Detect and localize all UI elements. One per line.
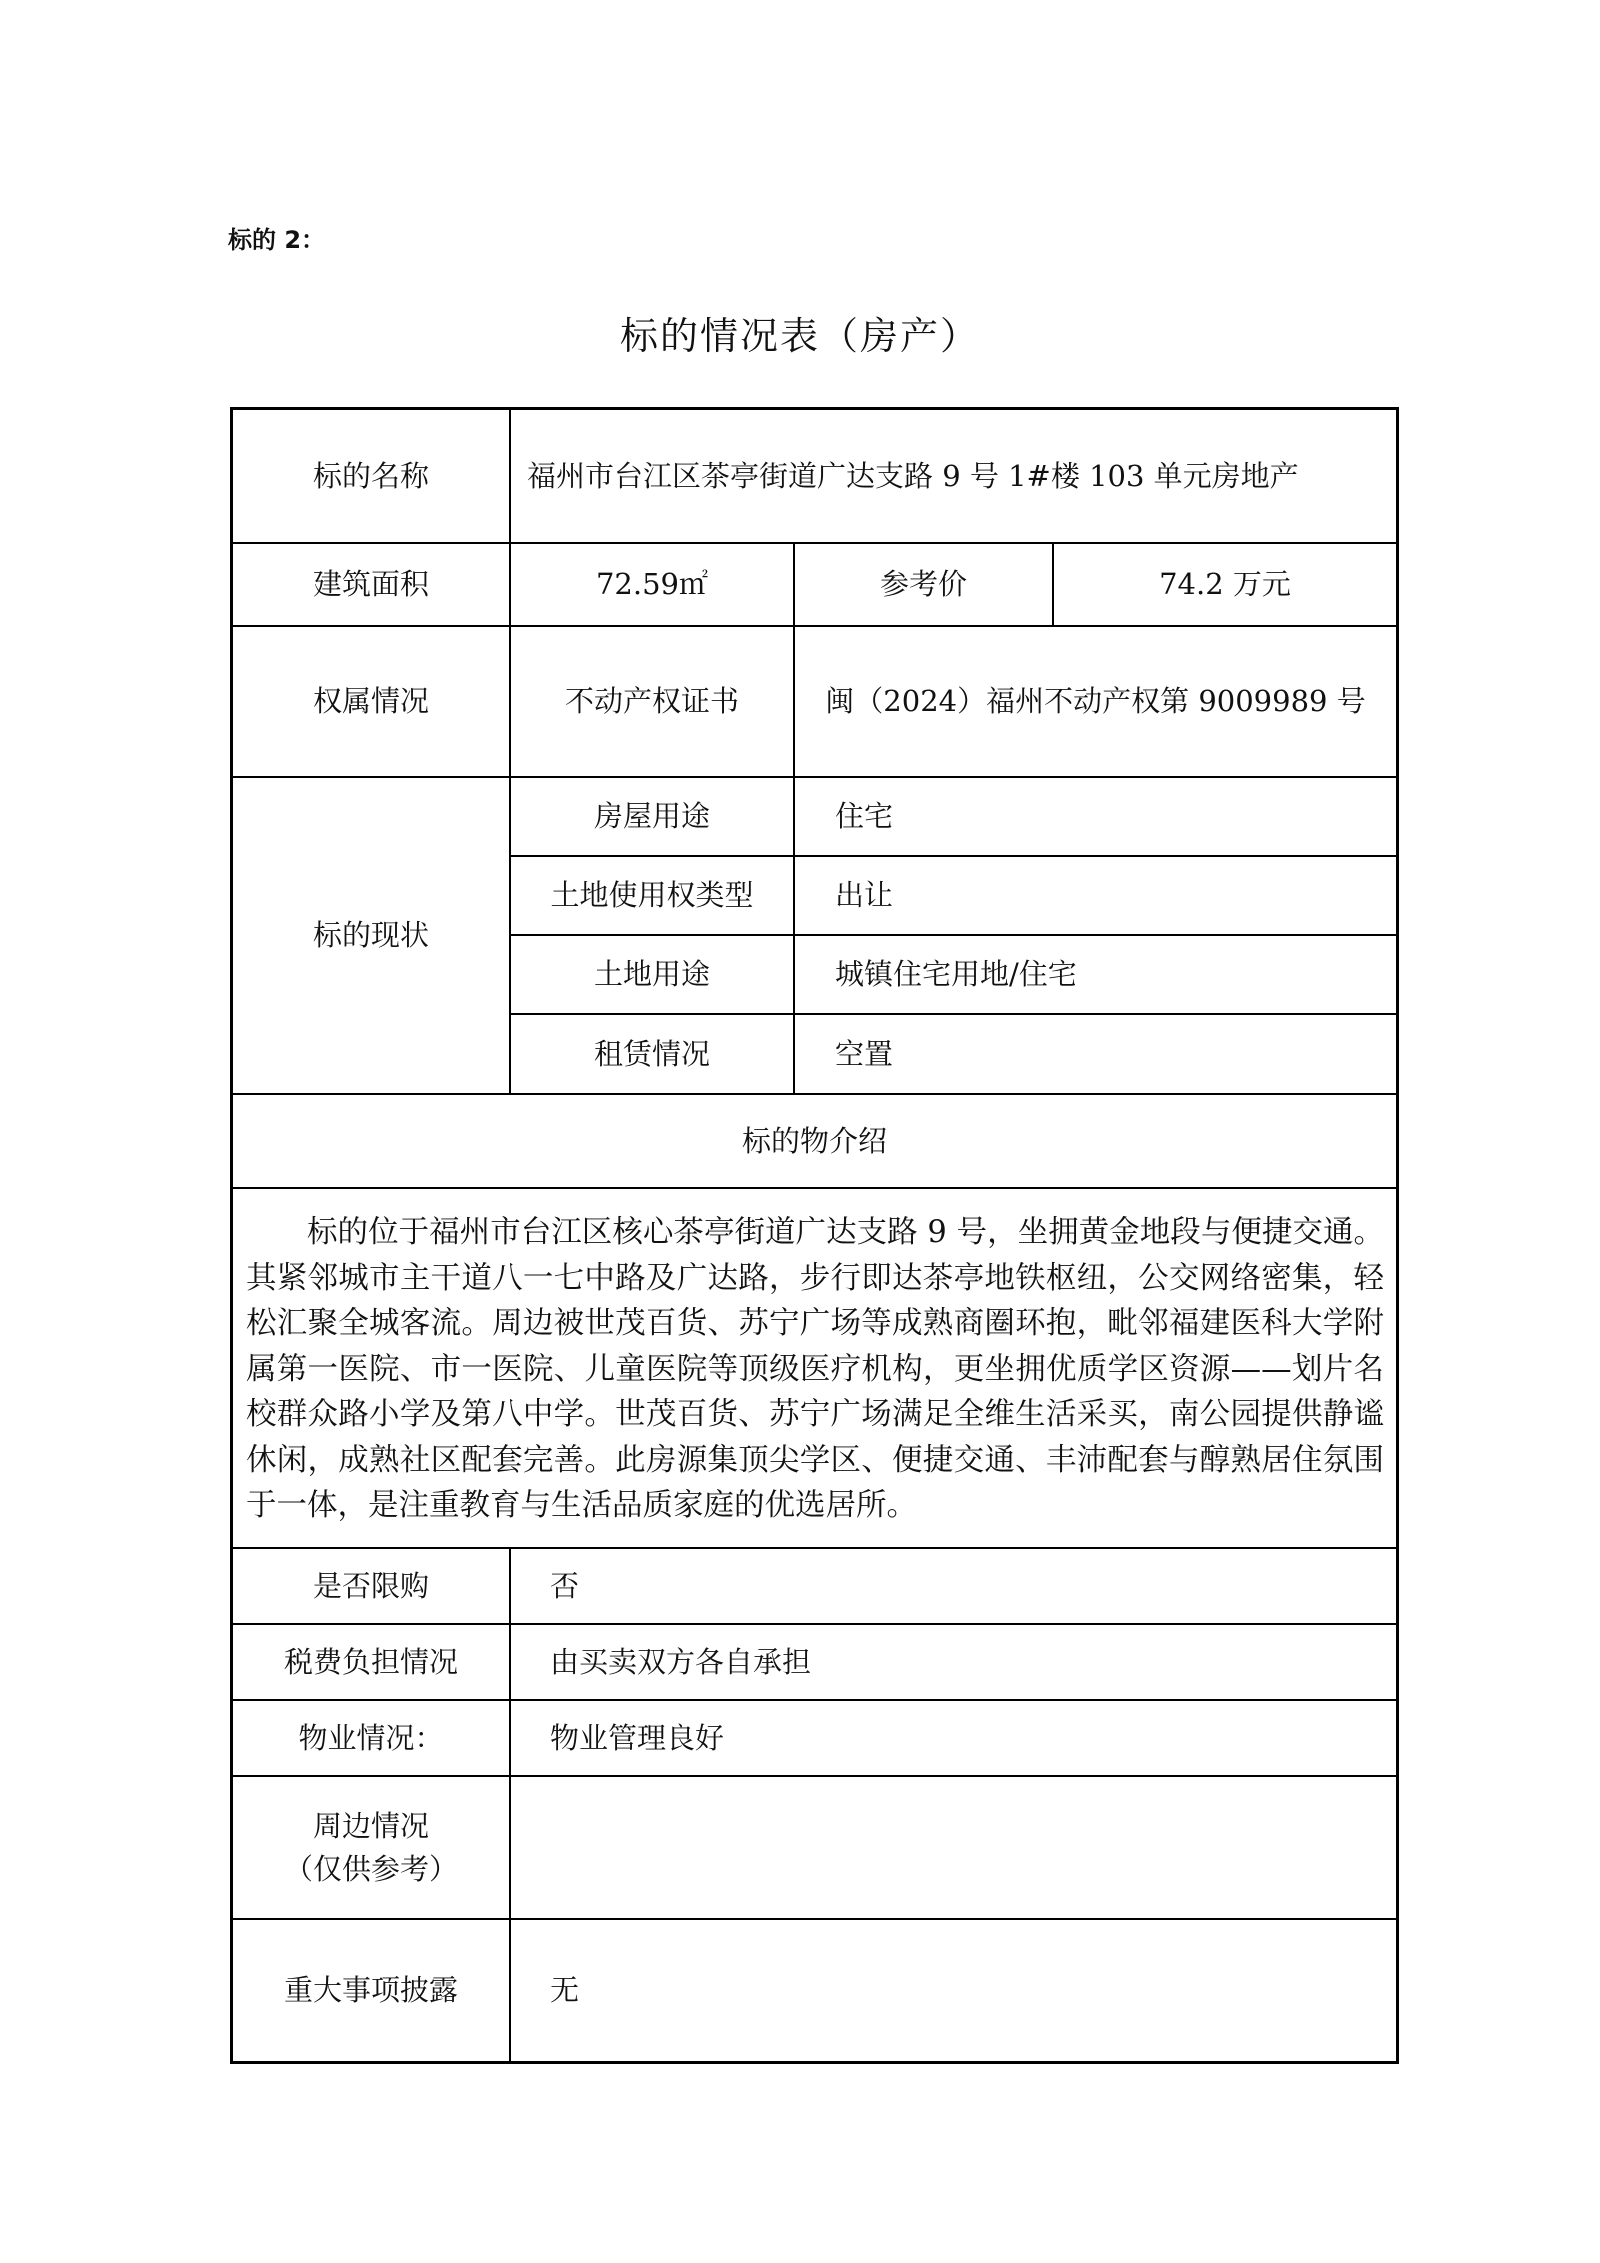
status-row-label: 土地使用权类型 [550,878,754,913]
document-title: 标的情况表（房产） [619,314,980,358]
purchase-limit-label: 是否限购 [312,1568,429,1603]
name-value: 福州市台江区茶亭街道广达支路 9 号 1#楼 103 单元房地产 [527,458,1299,493]
price-label: 参考价 [879,567,967,602]
surroundings-value [511,1777,1396,1918]
disclosure-value: 无 [550,1973,580,2008]
certificate-type: 不动产权证书 [564,684,739,719]
row-divider [230,1187,1399,1189]
status-row-value: 住宅 [835,799,894,834]
price-value: 74.2 万元 [1159,567,1291,602]
status-row-value: 空置 [835,1036,894,1071]
area-value: 72.59㎡ [595,567,709,602]
certificate-number: 闽（2024）福州不动产权第 9009989 号 [825,684,1366,719]
intro-heading: 标的物介绍 [741,1123,887,1158]
property-management-label: 物业情况： [298,1720,444,1755]
tax-label: 税费负担情况 [283,1644,458,1679]
ownership-label: 权属情况 [312,684,429,719]
status-label: 标的现状 [312,918,429,953]
name-label: 标的名称 [312,458,429,493]
purchase-limit-value: 否 [550,1568,580,1603]
status-row-label: 房屋用途 [593,799,710,834]
surroundings-label [233,1777,509,1918]
status-row-value: 城镇住宅用地/住宅 [835,957,1077,992]
lot-label: 标的 2： [228,226,326,254]
intro-paragraph: 标的位于福州市台江区核心茶亭街道广达支路 9 号，坐拥黄金地段与便捷交通。其紧邻城市主干道八一七中路及广达路，步行即达茶亭地铁枢纽，公交网络密集，轻松汇聚全城客流。周边被世茂百货、苏宁广场等成熟商圈环抱，毗邻福建医科大学附属第一医院、市一医院、儿童医院等顶级医疗机构，更坐拥优质学区资源——划片名校群众路小学及第八中学。世茂百货、苏宁广场满足全维生活采买，南公园提供静谧休闲，成熟社区配套完善。此房源集顶尖学区、便捷交通、丰沛配套与醇熟居住氛围于一体，是注重教育与生活品质家庭的优选居所。 [246,1215,1384,1523]
surroundings-label-line2: （仅供参考） [283,1851,458,1886]
status-row-label: 租赁情况 [593,1036,710,1071]
area-label: 建筑面积 [312,567,429,602]
status-row-label: 土地用途 [593,957,710,992]
disclosure-label: 重大事项披露 [283,1973,458,2008]
status-row-value: 出让 [835,878,894,913]
surroundings-label-line1: 周边情况 [312,1809,429,1844]
property-management-value: 物业管理良好 [550,1720,725,1755]
tax-value: 由买卖双方各自承担 [550,1644,812,1679]
